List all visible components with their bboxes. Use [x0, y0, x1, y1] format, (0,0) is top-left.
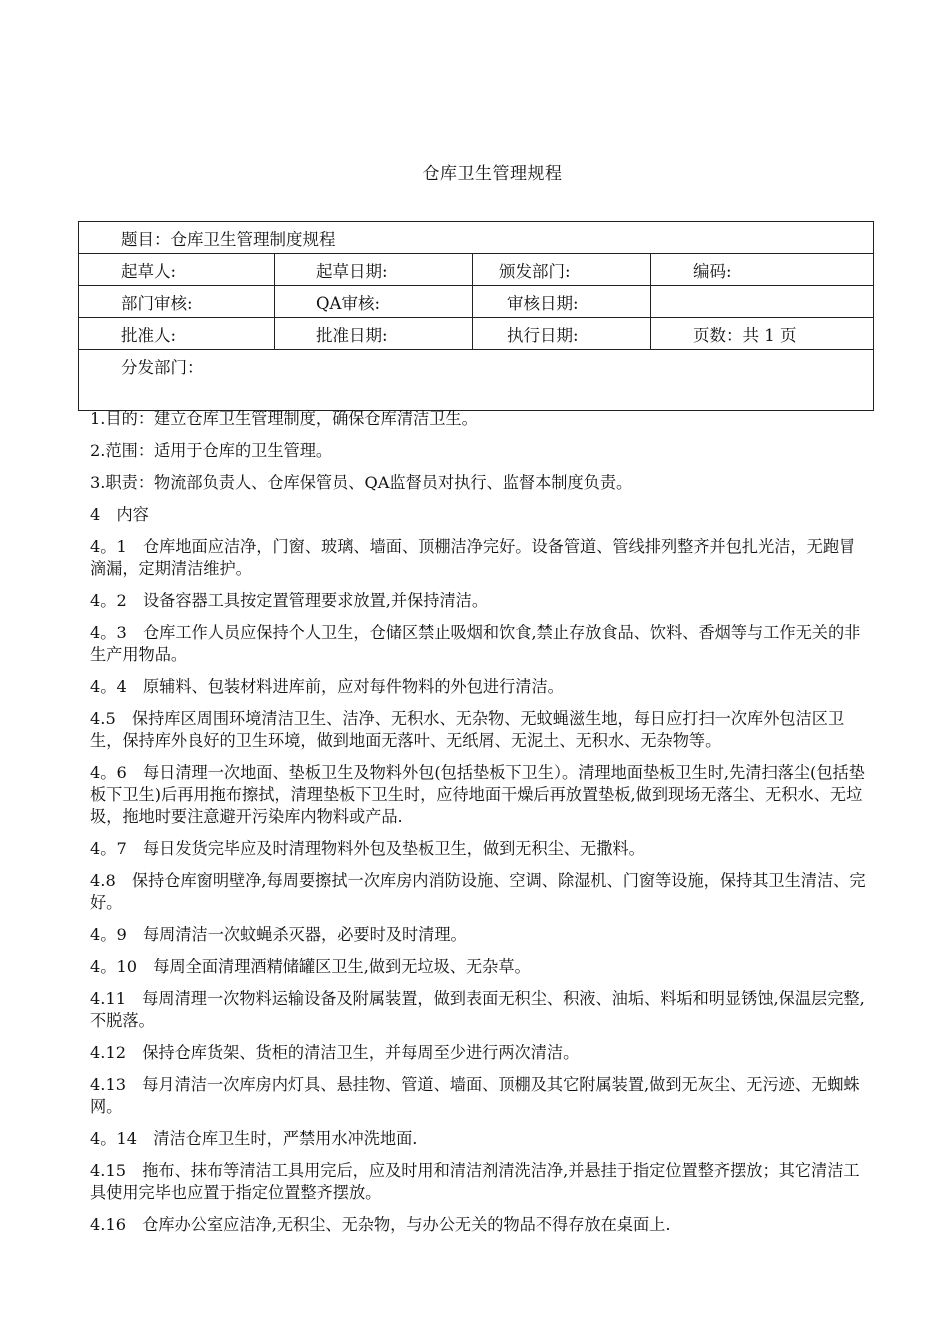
paragraph-4-1: 4。1 仓库地面应洁净，门窗、玻璃、墙面、顶棚洁净完好。设备管道、管线排列整齐并包扎光洁，无跑冒滴漏，定期清洁维护。: [90, 537, 856, 578]
distribution-cell: 分发部门：: [79, 350, 874, 411]
table-row-review: [79, 286, 874, 318]
document-header-table: [78, 221, 874, 411]
paragraph-4-7: 4。7 每日发货完毕应及时清理物料外包及垫板卫生，做到无积尘、无撒料。: [90, 839, 645, 858]
paragraph-4-8: 4.8 保持仓库窗明壁净,每周要擦拭一次库房内消防设施、空调、除湿机、门窗等设施，保持其卫生清洁、完好。: [90, 871, 866, 912]
table-row-drafting: [79, 254, 874, 286]
paragraph-4-4: 4。4 原辅料、包装材料进库前，应对每件物料的外包进行清洁。: [90, 677, 564, 696]
paragraph-purpose: 1.目的：建立仓库卫生管理制度，确保仓库清洁卫生。: [90, 409, 478, 428]
paragraph-4-16: 4.16 仓库办公室应洁净,无积尘、无杂物，与办公无关的物品不得存放在桌面上.: [90, 1215, 671, 1234]
paragraph-scope: 2.范围：适用于仓库的卫生管理。: [90, 441, 333, 460]
paragraph-4-14: 4。14 清洁仓库卫生时，严禁用水冲洗地面.: [90, 1129, 418, 1148]
issuing-dept-cell: 颁发部门:: [473, 254, 651, 286]
execution-date-cell: 执行日期:: [473, 318, 651, 350]
code-cell: 编码:: [651, 254, 874, 286]
drafter-cell: 起草人:: [79, 254, 275, 286]
qa-review-cell: QA审核:: [275, 286, 473, 318]
document-body: [90, 408, 870, 1246]
table-row-distribution: [79, 350, 874, 411]
topic-cell: 题目：仓库卫生管理制度规程: [79, 222, 874, 254]
paragraph-4-12: 4.12 保持仓库货架、货柜的清洁卫生，并每周至少进行两次清洁。: [90, 1043, 580, 1062]
paragraph-4-9: 4。9 每周清洁一次蚊蝇杀灭器，必要时及时清理。: [90, 925, 467, 944]
page-count-cell: 页数：共 1 页: [651, 318, 874, 350]
table-row-topic: [79, 222, 874, 254]
table-row-approval: [79, 318, 874, 350]
paragraph-4-6: 4。6 每日清理一次地面、垫板卫生及物料外包(包括垫板下卫生）。清理地面垫板卫生时,先清扫落尘(包括垫板下卫生)后再用拖布擦拭，清理垫板下卫生时，应待地面干燥后再放置垫板,做到现场无落尘、无积水、无垃圾，拖地时要注意避开污染库内物料或产品.: [90, 763, 865, 826]
approval-date-cell: 批准日期:: [275, 318, 473, 350]
review-date-cell: 审核日期:: [473, 286, 651, 318]
document-title: 仓库卫生管理规程: [422, 164, 563, 184]
approver-cell: 批准人:: [79, 318, 275, 350]
paragraph-content-heading: 4 内容: [90, 505, 149, 524]
paragraph-responsibility: 3.职责：物流部负责人、仓库保管员、QA监督员对执行、监督本制度负责。: [90, 473, 633, 492]
paragraph-4-5: 4.5 保持库区周围环境清洁卫生、洁净、无积水、无杂物、无蚊蝇滋生地，每日应打扫一次库外包洁区卫生，保持库外良好的卫生环境，做到地面无落叶、无纸屑、无泥土、无积水、无杂物等。: [90, 709, 845, 750]
draft-date-cell: 起草日期:: [275, 254, 473, 286]
paragraph-4-11: 4.11 每周清理一次物料运输设备及附属装置，做到表面无积尘、积液、油垢、料垢和明显锈蚀,保温层完整,不脱落。: [90, 989, 865, 1030]
paragraph-4-15: 4.15 拖布、抹布等清洁工具用完后，应及时用和清洁剂清洗洁净,并悬挂于指定位置整齐摆放；其它清洁工具使用完毕也应置于指定位置整齐摆放。: [90, 1161, 860, 1202]
dept-review-cell: 部门审核:: [79, 286, 275, 318]
paragraph-4-2: 4。2 设备容器工具按定置管理要求放置,并保持清洁。: [90, 591, 489, 610]
empty-cell: [651, 286, 874, 318]
paragraph-4-3: 4。3 仓库工作人员应保持个人卫生，仓储区禁止吸烟和饮食,禁止存放食品、饮料、香烟等与工作无关的非生产用物品。: [90, 623, 861, 664]
paragraph-4-10: 4。10 每周全面清理酒精储罐区卫生,做到无垃圾、无杂草。: [90, 957, 531, 976]
paragraph-4-13: 4.13 每月清洁一次库房内灯具、悬挂物、管道、墙面、顶棚及其它附属装置,做到无灰尘、无污迹、无蜘蛛网。: [90, 1075, 860, 1116]
